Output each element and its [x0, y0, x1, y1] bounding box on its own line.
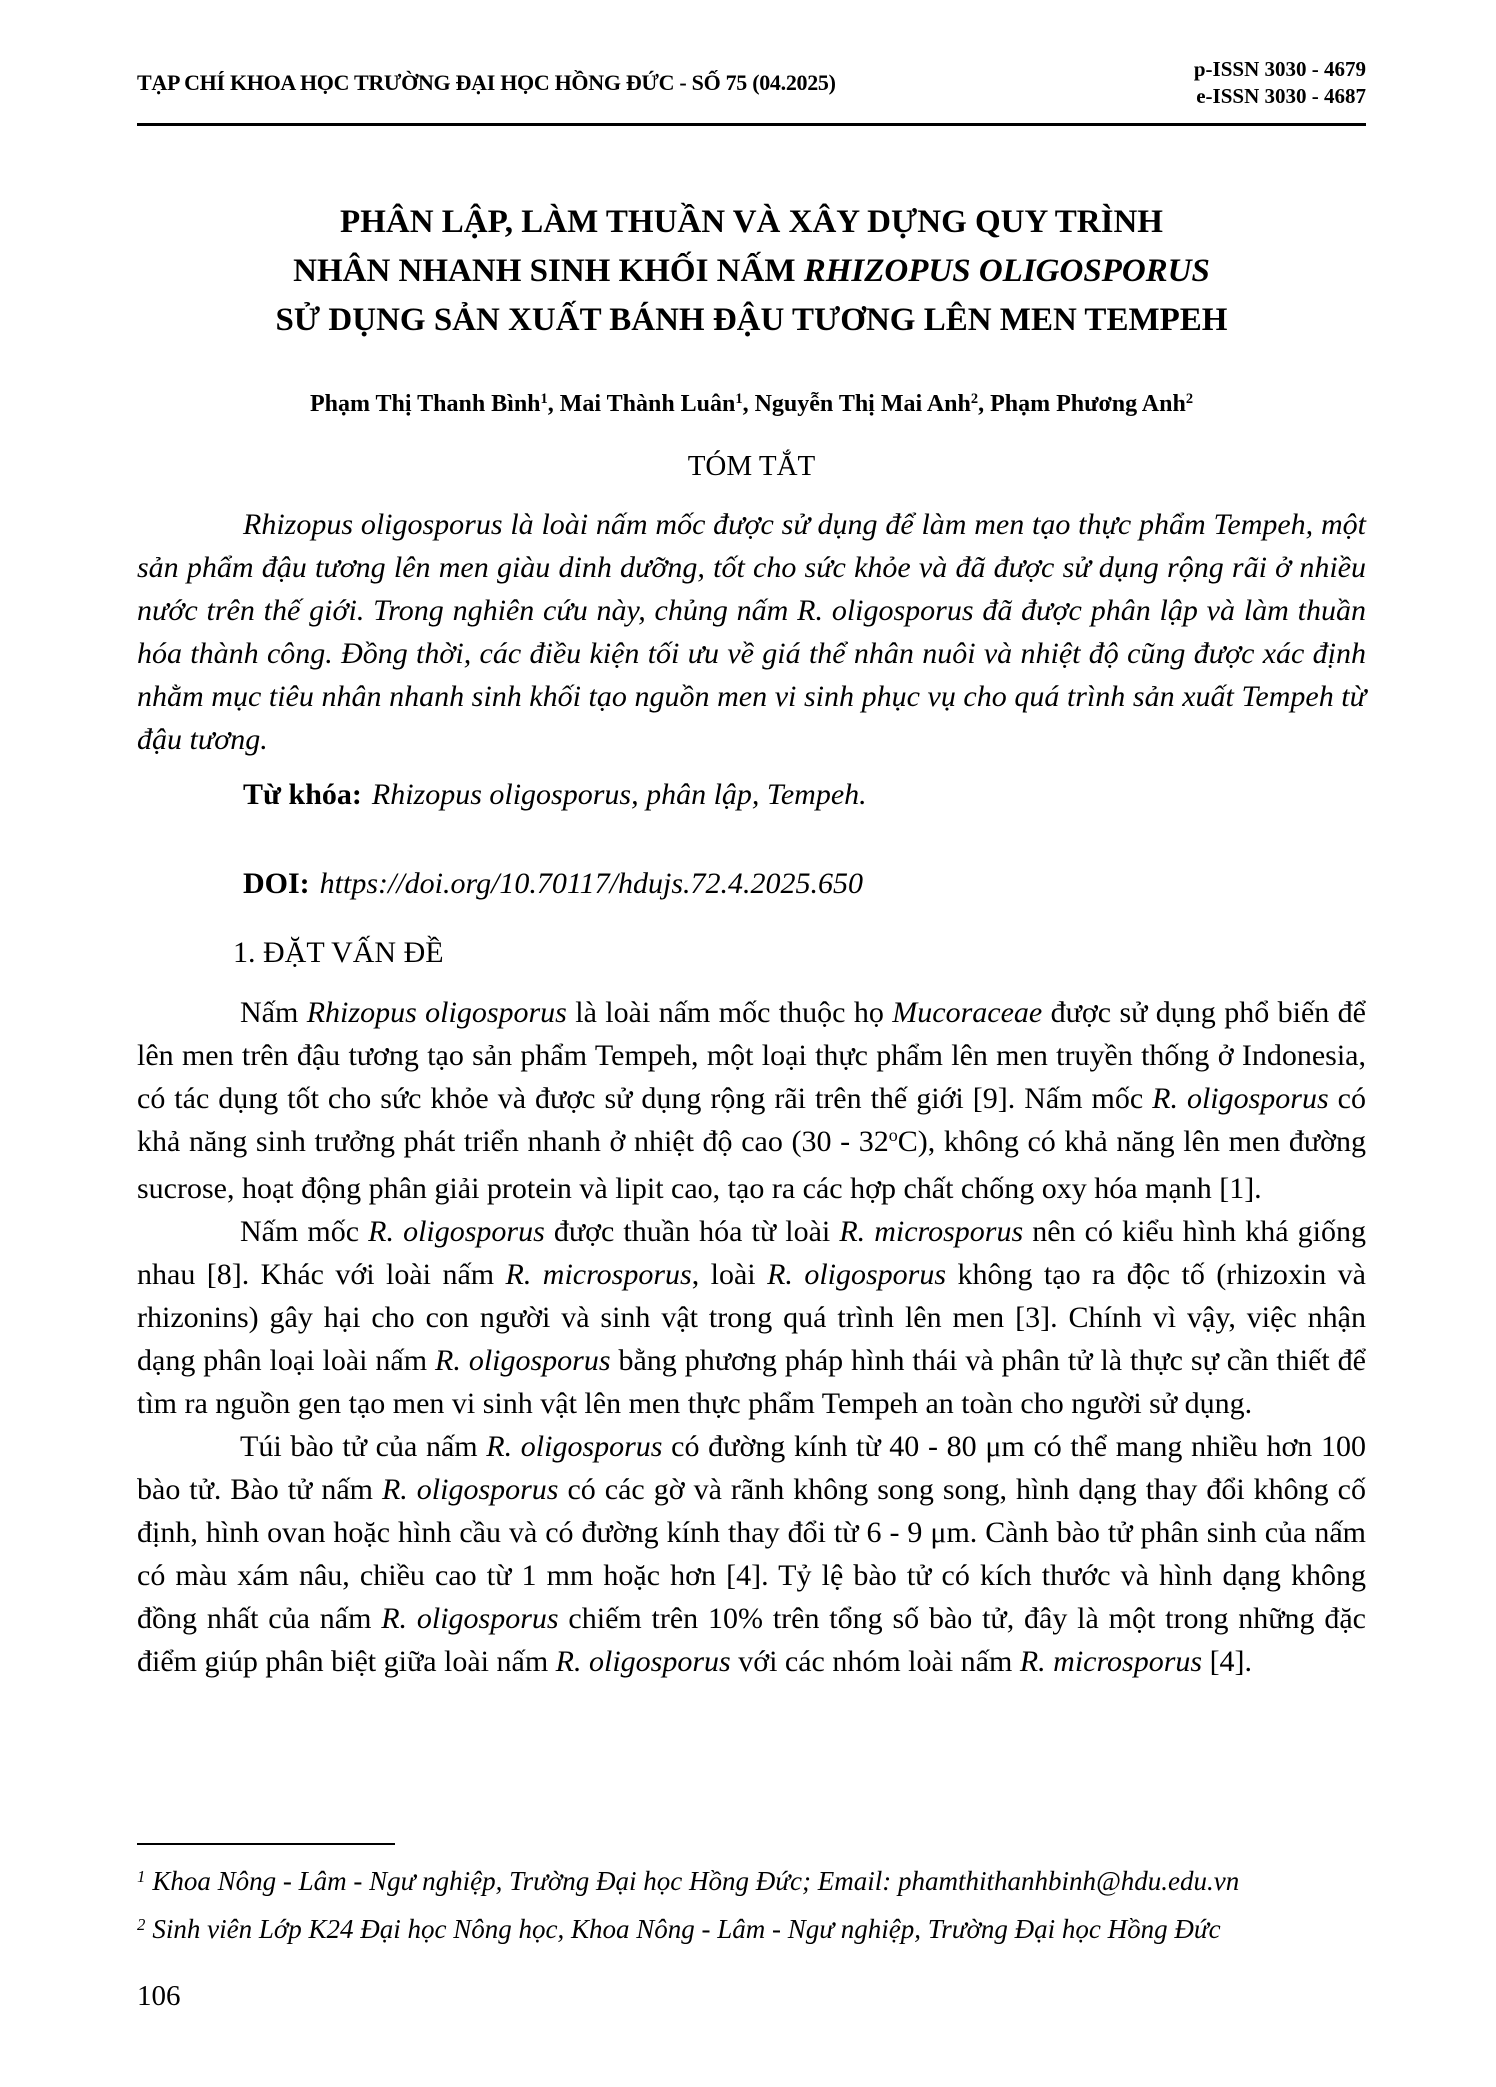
keywords-text: Rhizopus oligosporus, phân lập, Tempeh.: [371, 778, 867, 811]
section-heading-introduction: 1. ĐẶT VẤN ĐỀ: [233, 936, 444, 969]
page-number: 106: [137, 1980, 181, 2012]
body-paragraph: Nấm mốc R. oligosporus được thuần hóa từ loài R. microsporus nên có kiểu hình khá giống nhau [8]. Khác với loài nấm R. microsporus, loài R. oligosporus không tạo ra độc tố (rhizoxin và rhizonins) gây hại cho con người và sinh vật trong quá trình lên men [3]. Chính vì vậy, việc nhận dạng phân loại loài nấm R. oligosporus bằng phương pháp hình thái và phân tử là thực sự cần thiết để tìm ra nguồn gen tạo men vi sinh vật lên men thực phẩm Tempeh an toàn cho người sử dụng.: [137, 1215, 1366, 1420]
doi-line: [137, 862, 1366, 905]
footnote-text: Sinh viên Lớp K24 Đại học Nông học, Khoa Nông - Lâm - Ngư nghiệp, Trường Đại học Hồng Đức: [152, 1914, 1221, 1944]
journal-title: TẠP CHÍ KHOA HỌC TRƯỜNG ĐẠI HỌC HỒNG ĐỨC - SỐ 75 (04.2025): [137, 70, 836, 95]
abstract-text: Rhizopus oligosporus là loài nấm mốc được sử dụng để làm men tạo thực phẩm Tempeh, một sản phẩm đậu tương lên men giàu dinh dưỡng, tốt cho sức khỏe và đã được sử dụng rộng rãi ở nhiều nước trên thế giới. Trong nghiên cứu này, chủng nấm R. oligosporus đã được phân lập và làm thuần hóa thành công. Đồng thời, các điều kiện tối ưu về giá thể nhân nuôi và nhiệt độ cũng được xác định nhằm mục tiêu nhân nhanh sinh khối tạo nguồn men vi sinh phục vụ cho quá trình sản xuất Tempeh từ đậu tương.: [137, 508, 1366, 756]
issn-block: [1194, 56, 1366, 110]
article-title-line: SỬ DỤNG SẢN XUẤT BÁNH ĐẬU TƯƠNG LÊN MEN TEMPEH: [275, 302, 1228, 338]
footnote-text: Khoa Nông - Lâm - Ngư nghiệp, Trường Đại học Hồng Đức; Email: phamthithanhbinh@hdu.edu.vn: [152, 1866, 1240, 1896]
body-paragraph: Nấm Rhizopus oligosporus là loài nấm mốc thuộc họ Mucoraceae được sử dụng phổ biến để lên men trên đậu tương tạo sản phẩm Tempeh, một loại thực phẩm lên men truyền thống ở Indonesia, có tác dụng tốt cho sức khỏe và được sử dụng rộng rãi trên thế giới [9]. Nấm mốc R. oligosporus có khả năng sinh trưởng phát triển nhanh ở nhiệt độ cao (30 - 32$^o$C), không có khả năng lên men đường sucrose, hoạt động phân giải protein và lipit cao, tạo ra các hợp chất chống oxy hóa mạnh [1].: [137, 996, 1366, 1205]
doi-link[interactable]: https://doi.org/10.70117/hdujs.72.4.2025.650: [319, 867, 864, 900]
footnote-affiliation-2: [137, 1907, 1366, 1955]
footnote-separator: [137, 1843, 395, 1845]
p-issn: p-ISSN 3030 - 4679: [1193, 57, 1366, 81]
footnote-marker: 2: [137, 1914, 146, 1934]
article-title-line: NHÂN NHANH SINH KHỐI NẤM RHIZOPUS OLIGOSPORUS: [293, 253, 1210, 289]
keywords-label: Từ khóa:: [243, 778, 362, 811]
footnote-marker: 1: [137, 1866, 146, 1886]
abstract-heading: TÓM TẮT: [687, 450, 816, 482]
body-paragraph: Túi bào tử của nấm R. oligosporus có đường kính từ 40 - 80 μm có thể mang nhiều hơn 100 bào tử. Bào tử nấm R. oligosporus có các gờ và rãnh không song song, hình dạng thay đổi không cố định, hình ovan hoặc hình cầu và có đường kính thay đổi từ 6 - 9 μm. Cành bào tử phân sinh của nấm có màu xám nâu, chiều cao từ 1 mm hoặc hơn [4]. Tỷ lệ bào tử có kích thước và hình dạng không đồng nhất của nấm R. oligosporus chiếm trên 10% trên tổng số bào tử, đây là một trong những đặc điểm giúp phân biệt giữa loài nấm R. oligosporus với các nhóm loài nấm R. microsporus [4].: [137, 1430, 1366, 1678]
footnote-area: [137, 1843, 1366, 1955]
doi-label: DOI:: [243, 867, 310, 900]
e-issn: e-ISSN 3030 - 4687: [1196, 84, 1366, 108]
authors-line: Phạm Thị Thanh Bình$^1$, Mai Thành Luân$^1$, Nguyễn Thị Mai Anh$^2$, Phạm Phương Anh$^2$: [309, 391, 1194, 417]
footnote-affiliation-1: [137, 1859, 1366, 1907]
journal-header: [137, 56, 1366, 126]
article-title: [137, 198, 1366, 345]
article-title-line: PHÂN LẬP, LÀM THUẦN VÀ XÂY DỰNG QUY TRÌNH: [340, 204, 1163, 240]
header-rule: [137, 123, 1366, 126]
keywords-line: [137, 773, 1366, 816]
